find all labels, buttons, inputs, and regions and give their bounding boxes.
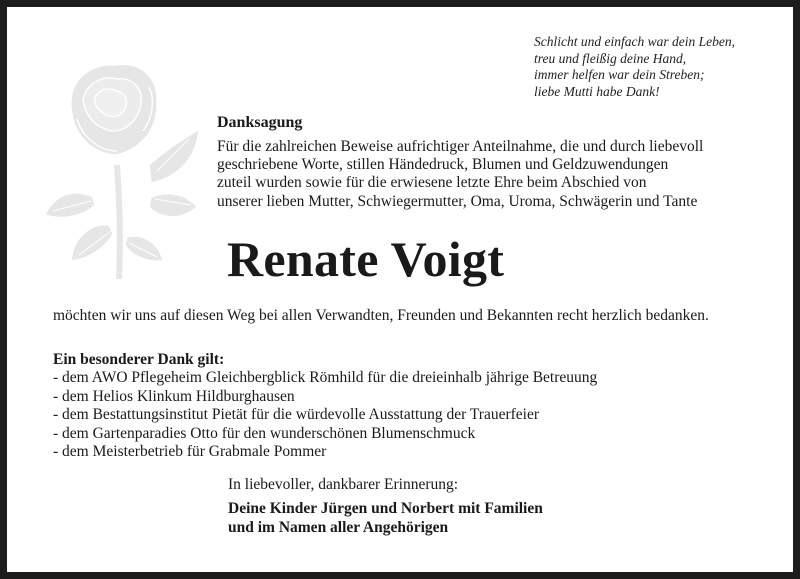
special-thanks-item: - dem Meisterbetrieb für Grabmale Pommer bbox=[53, 443, 327, 461]
intro-line: unserer lieben Mutter, Schwiegermutter, Oma, Uroma, Schwägerin und Tante bbox=[217, 192, 698, 210]
poem-line: immer helfen war dein Streben; bbox=[534, 67, 705, 83]
intro-line: Für die zahlreichen Beweise aufrichtiger Anteilnahme, die und durch liebevoll bbox=[217, 138, 704, 155]
rose-illustration bbox=[31, 47, 203, 282]
signature-line: Deine Kinder Jürgen und Norbert mit Familien bbox=[228, 500, 543, 517]
poem-line: liebe Mutti habe Dank! bbox=[534, 83, 660, 99]
intro-line: zuteil wurden sowie für die erwiesene letzte Ehre beim Abschied von bbox=[217, 174, 647, 192]
poem-line: treu und fleißig deine Hand, bbox=[534, 50, 687, 66]
special-thanks-item: - dem AWO Pflegeheim Gleichbergblick Römhild für die dreieinhalb jährige Betreuung bbox=[53, 369, 598, 387]
intro-text bbox=[217, 138, 703, 211]
signature-line: und im Namen aller Angehörigen bbox=[228, 518, 449, 536]
special-thanks-title: Ein besonderer Dank gilt: bbox=[53, 351, 225, 368]
poem bbox=[534, 34, 735, 100]
closing-line: In liebevoller, dankbarer Erinnerung: bbox=[228, 476, 459, 493]
poem-line: Schlicht und einfach war dein Leben, bbox=[534, 34, 735, 49]
special-thanks bbox=[53, 351, 597, 461]
deceased-name: Renate Voigt bbox=[227, 231, 505, 287]
thanks-text: möchten wir uns auf diesen Weg bei allen Verwandten, Freunden und Bekannten recht herzlich bedanken. bbox=[53, 307, 709, 324]
heading: Danksagung bbox=[217, 114, 303, 131]
special-thanks-item: - dem Helios Klinkum Hildburghausen bbox=[53, 387, 295, 405]
special-thanks-item: - dem Bestattungsinstitut Pietät für die würdevolle Ausstattung der Trauerfeier bbox=[53, 406, 540, 424]
intro-line: geschriebene Worte, stillen Händedruck, Blumen und Geldzuwendungen bbox=[217, 156, 669, 174]
special-thanks-item: - dem Gartenparadies Otto für den wunderschönen Blumenschmuck bbox=[53, 424, 476, 442]
signature bbox=[228, 500, 543, 537]
